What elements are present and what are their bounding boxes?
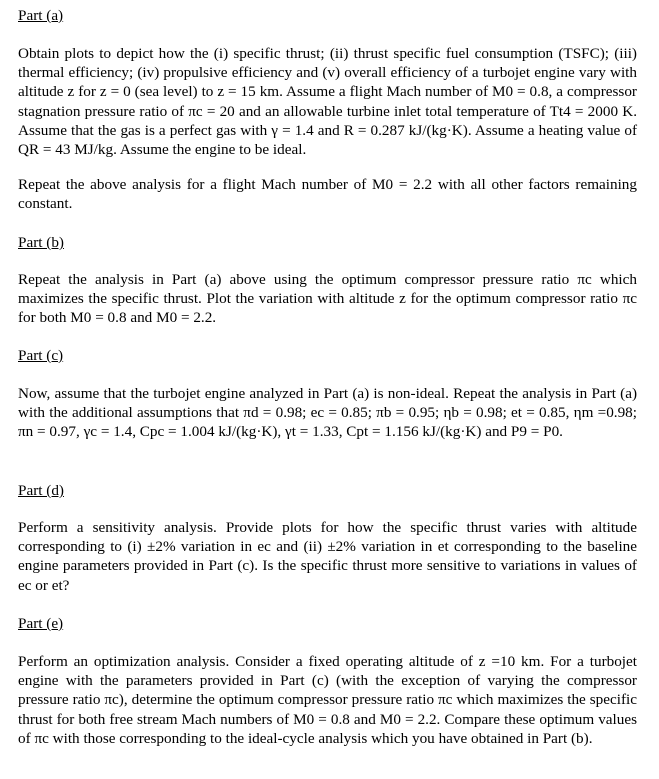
part-b-paragraph: Repeat the analysis in Part (a) above using the optimum compressor pressure ratio πc which maximizes the specific thrust. Plot the variation with altitude z for the optimum compressor ratio πc for both M0 = 0.8 and M0 = 2.2.	[18, 271, 637, 327]
part-d-heading: Part (d)	[18, 482, 64, 499]
part-b-heading: Part (b)	[18, 234, 64, 251]
part-b-section	[18, 233, 637, 252]
part-a-section	[18, 6, 637, 25]
part-c-paragraph-wrap	[18, 384, 637, 442]
part-a-paragraph-2: Repeat the above analysis for a flight Mach number of M0 = 2.2 with all other factors remaining constant.	[18, 176, 637, 213]
part-a-heading: Part (a)	[18, 7, 64, 24]
part-c-section	[18, 346, 637, 365]
part-c-paragraph: Now, assume that the turbojet engine analyzed in Part (a) is non-ideal. Repeat the analysis in Part (a) with the additional assumptions that πd = 0.98; ec = 0.85; πb = 0.95; ηb = 0.98; et = 0.85, ηm =0.98; πn = 0.97, γc = 1.4, Cpc = 1.004 kJ/(kg·K), γt = 1.33, Cpt = 1.156 kJ/(kg·K) and P9 = P0.	[18, 385, 637, 441]
part-d-paragraph: Perform a sensitivity analysis. Provide plots for how the specific thrust varies with altitude corresponding to (i) ±2% variation in ec and (ii) ±2% variation in et corresponding to the baseline engine parameters provided in Part (c). Is the specific thrust more sensitive to variations in values of ec or et?	[18, 519, 637, 594]
part-e-paragraph: Perform an optimization analysis. Consider a fixed operating altitude of z =10 km. For a turbojet engine with the parameters provided in Part (c) (with the exception of varying the compressor pressure ratio πc), determine the optimum compressor pressure ratio πc which maximizes the specific thrust for both free stream Mach numbers of M0 = 0.8 and M0 = 2.2. Compare these optimum values of πc with those corresponding to the ideal-cycle analysis which you have obtained in Part (b).	[18, 653, 637, 747]
part-a-paragraph-2-wrap	[18, 175, 637, 213]
part-b-paragraph-wrap	[18, 270, 637, 328]
part-d-paragraph-wrap	[18, 518, 637, 595]
part-e-section	[18, 614, 637, 633]
part-e-paragraph-wrap	[18, 652, 637, 748]
part-d-section	[18, 481, 637, 500]
part-a-paragraph-1-wrap	[18, 44, 637, 159]
part-e-heading: Part (e)	[18, 615, 64, 632]
part-a-paragraph-1: Obtain plots to depict how the (i) specific thrust; (ii) thrust specific fuel consumption (TSFC); (iii) thermal efficiency; (iv) propulsive efficiency and (v) overall efficiency of a turbojet engine vary with altitude z for z = 0 (sea level) to z = 15 km. Assume a flight Mach number of M0 = 0.8, a compressor stagnation pressure ratio of πc = 20 and an allowable turbine inlet total temperature of Tt4 = 2000 K. Assume that the gas is a perfect gas with γ = 1.4 and R = 0.287 kJ/(kg·K). Assume a heating value of QR = 43 MJ/kg. Assume the engine to be ideal.	[18, 45, 637, 159]
part-c-heading: Part (c)	[18, 347, 64, 364]
